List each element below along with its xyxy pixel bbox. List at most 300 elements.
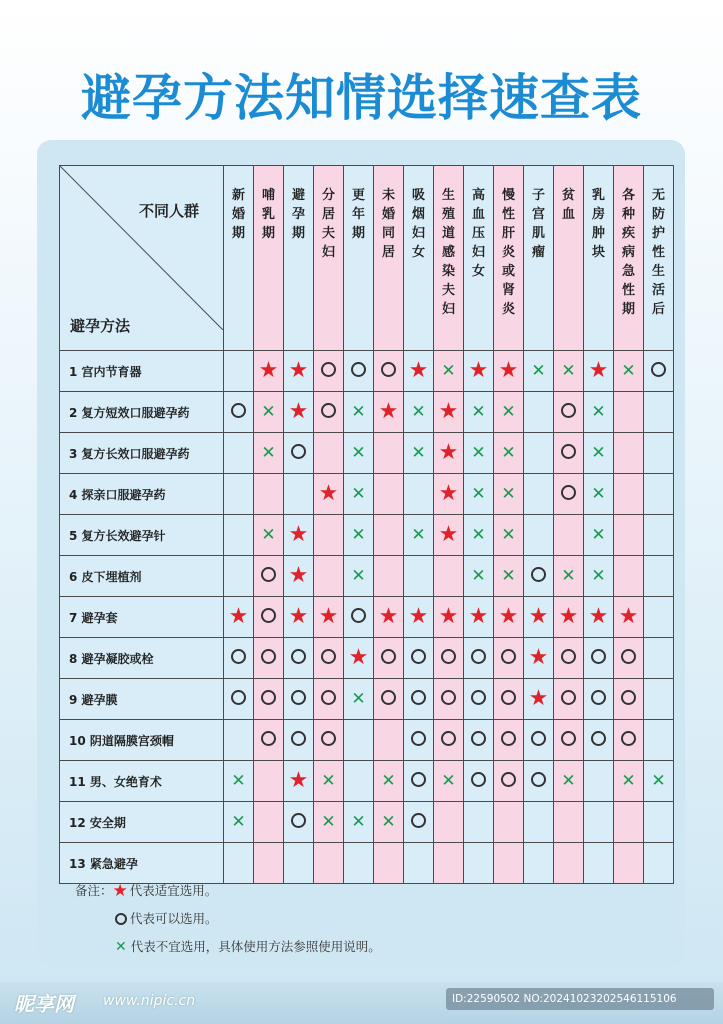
- table-cell: [524, 433, 554, 474]
- table-cell: [524, 761, 554, 802]
- table-cell: [524, 843, 554, 884]
- circle-icon: [441, 731, 456, 746]
- table-cell: [404, 556, 434, 597]
- cross-icon: ✕: [441, 361, 456, 381]
- table-cell: [374, 679, 404, 720]
- circle-icon: [291, 813, 306, 828]
- table-cell: [344, 638, 374, 679]
- method-name: 9 避孕膜: [60, 679, 224, 720]
- table-cell: [494, 515, 524, 556]
- table-cell: [464, 515, 494, 556]
- method-name: 1 宫内节育器: [60, 351, 224, 392]
- table-cell: [584, 843, 614, 884]
- table-cell: [344, 351, 374, 392]
- star-icon: ★: [318, 604, 339, 629]
- cross-icon: ✕: [561, 771, 576, 791]
- table-cell: [284, 597, 314, 638]
- table-cell: [524, 515, 554, 556]
- circle-icon: [261, 567, 276, 582]
- star-icon: ★: [588, 604, 609, 629]
- star-icon: ★: [288, 563, 309, 588]
- cross-icon: ✕: [501, 443, 516, 463]
- cross-icon: ✕: [231, 771, 246, 791]
- column-header: [494, 166, 524, 351]
- table-cell: [524, 638, 554, 679]
- star-icon: ★: [348, 645, 369, 670]
- table-cell: [284, 638, 314, 679]
- column-header-label: 更年期: [351, 188, 365, 241]
- table-cell: [434, 843, 464, 884]
- table-cell: [644, 433, 674, 474]
- table-cell: [404, 597, 434, 638]
- table-cell: [344, 433, 374, 474]
- column-header-label: 乳房肿块: [591, 188, 605, 260]
- circle-icon: [501, 731, 516, 746]
- star-icon: ★: [408, 604, 429, 629]
- table-cell: [584, 392, 614, 433]
- star-icon: ★: [588, 358, 609, 383]
- circle-icon: [291, 649, 306, 664]
- table-cell: [344, 556, 374, 597]
- column-header-label: 未婚同居: [381, 188, 395, 260]
- column-header-label: 避孕期: [291, 188, 305, 241]
- circle-icon: [621, 690, 636, 705]
- cross-icon: ✕: [471, 566, 486, 586]
- star-icon: ★: [438, 481, 459, 506]
- table-cell: [494, 761, 524, 802]
- table-cell: [374, 761, 404, 802]
- table-cell: [644, 474, 674, 515]
- table-cell: [254, 392, 284, 433]
- circle-icon: [231, 690, 246, 705]
- cross-icon: ✕: [441, 771, 456, 791]
- column-header-label: 新婚期: [231, 188, 245, 241]
- table-cell: [644, 392, 674, 433]
- cross-icon: ✕: [261, 443, 276, 463]
- table-cell: [314, 515, 344, 556]
- cross-icon: ✕: [501, 484, 516, 504]
- table-cell: [434, 474, 464, 515]
- table-cell: [254, 638, 284, 679]
- table-cell: [224, 720, 254, 761]
- table-cell: [494, 392, 524, 433]
- table-cell: [644, 679, 674, 720]
- cross-icon: ✕: [501, 402, 516, 422]
- cross-icon: ✕: [261, 525, 276, 545]
- star-icon: ★: [288, 399, 309, 424]
- circle-icon: [561, 731, 576, 746]
- cross-icon: ✕: [621, 361, 636, 381]
- table-cell: [224, 802, 254, 843]
- table-cell: [434, 638, 464, 679]
- star-icon: ★: [112, 881, 128, 901]
- cross-icon: ✕: [231, 812, 246, 832]
- table-cell: [404, 433, 434, 474]
- circle-icon: [561, 403, 576, 418]
- cross-icon: ✕: [381, 812, 396, 832]
- table-cell: [464, 392, 494, 433]
- table-cell: [554, 597, 584, 638]
- table-cell: [314, 351, 344, 392]
- table-cell: [404, 679, 434, 720]
- legend: [75, 877, 381, 961]
- table-cell: [224, 597, 254, 638]
- table-cell: [584, 515, 614, 556]
- circle-icon: [561, 649, 576, 664]
- table-row: [60, 433, 674, 474]
- table-cell: [614, 515, 644, 556]
- table-cell: [404, 474, 434, 515]
- table-cell: [404, 843, 434, 884]
- table-cell: [404, 392, 434, 433]
- legend-circle-text: 代表可以选用。: [130, 911, 218, 926]
- table-cell: [554, 802, 584, 843]
- table-cell: [254, 761, 284, 802]
- table-cell: [584, 638, 614, 679]
- table-cell: [494, 720, 524, 761]
- star-icon: ★: [498, 358, 519, 383]
- cross-icon: ✕: [591, 484, 606, 504]
- table-cell: [224, 515, 254, 556]
- method-name: 3 复方长效口服避孕药: [60, 433, 224, 474]
- page-title: 避孕方法知情选择速查表: [81, 69, 642, 127]
- table-cell: [494, 556, 524, 597]
- circle-icon: [261, 608, 276, 623]
- legend-star-text: 代表适宜选用。: [129, 883, 218, 898]
- table-cell: [254, 556, 284, 597]
- legend-cross-text: 代表不宜选用，具体使用方法参照使用说明。: [130, 939, 381, 954]
- table-row: [60, 761, 674, 802]
- diagonal-line: [60, 166, 223, 330]
- table-cell: [224, 638, 254, 679]
- column-header-label: 生殖道感染夫妇: [441, 188, 455, 317]
- column-header: [224, 166, 254, 351]
- table-cell: [374, 392, 404, 433]
- column-header-label: 哺乳期: [261, 188, 275, 241]
- circle-icon: [321, 403, 336, 418]
- table-cell: [434, 556, 464, 597]
- table-cell: [344, 515, 374, 556]
- table-cell: [644, 351, 674, 392]
- table-cell: [584, 802, 614, 843]
- table-cell: [644, 720, 674, 761]
- star-icon: ★: [228, 604, 249, 629]
- circle-icon: [441, 649, 456, 664]
- table-cell: [494, 351, 524, 392]
- star-icon: ★: [438, 399, 459, 424]
- circle-icon: [321, 362, 336, 377]
- table-cell: [434, 351, 464, 392]
- circle-icon: [501, 690, 516, 705]
- watermark-brand: 昵享网: [14, 992, 74, 1016]
- column-header: [554, 166, 584, 351]
- table-cell: [404, 761, 434, 802]
- table-cell: [464, 679, 494, 720]
- circle-icon: [351, 362, 366, 377]
- cross-icon: ✕: [531, 361, 546, 381]
- star-icon: ★: [378, 604, 399, 629]
- cross-icon: ✕: [591, 566, 606, 586]
- circle-icon: [231, 649, 246, 664]
- star-icon: ★: [288, 522, 309, 547]
- table-cell: [374, 351, 404, 392]
- table-cell: [554, 392, 584, 433]
- table-cell: [614, 556, 644, 597]
- circle-icon: [381, 690, 396, 705]
- table-cell: [374, 720, 404, 761]
- table-cell: [404, 515, 434, 556]
- method-name: 8 避孕凝胶或栓: [60, 638, 224, 679]
- column-header-label: 各种疾病急性期: [621, 188, 635, 317]
- table-cell: [284, 433, 314, 474]
- cross-icon: ✕: [321, 812, 336, 832]
- circle-icon: [591, 649, 606, 664]
- column-header-label: 无防护性生活后: [651, 188, 665, 317]
- table-cell: [254, 597, 284, 638]
- table-cell: [434, 515, 464, 556]
- table-cell: [314, 597, 344, 638]
- circle-icon: [621, 649, 636, 664]
- circle-icon: [381, 649, 396, 664]
- table-cell: [254, 474, 284, 515]
- star-icon: ★: [288, 604, 309, 629]
- star-icon: ★: [498, 604, 519, 629]
- method-name: 11 男、女绝育术: [60, 761, 224, 802]
- table-cell: [494, 638, 524, 679]
- star-icon: ★: [558, 604, 579, 629]
- table-cell: [254, 433, 284, 474]
- table-cell: [224, 474, 254, 515]
- table-cell: [584, 351, 614, 392]
- table-cell: [374, 556, 404, 597]
- table-cell: [314, 433, 344, 474]
- table-cell: [554, 843, 584, 884]
- circle-icon: [291, 444, 306, 459]
- column-header-label: 贫血: [561, 188, 575, 222]
- cross-icon: ✕: [591, 402, 606, 422]
- table-cell: [374, 515, 404, 556]
- star-icon: ★: [438, 522, 459, 547]
- cross-icon: ✕: [501, 525, 516, 545]
- table-cell: [314, 474, 344, 515]
- table-cell: [614, 351, 644, 392]
- star-icon: ★: [468, 358, 489, 383]
- table-row: [60, 679, 674, 720]
- table-cell: [584, 720, 614, 761]
- star-icon: ★: [408, 358, 429, 383]
- table-cell: [494, 843, 524, 884]
- circle-icon: [531, 772, 546, 787]
- table-cell: [554, 515, 584, 556]
- circle-icon: [411, 772, 426, 787]
- table-cell: [614, 392, 644, 433]
- table-cell: [344, 802, 374, 843]
- circle-icon: [621, 731, 636, 746]
- column-header: [314, 166, 344, 351]
- table-cell: [614, 761, 644, 802]
- circle-icon: [651, 362, 666, 377]
- method-name: 4 探亲口服避孕药: [60, 474, 224, 515]
- column-header: [614, 166, 644, 351]
- table-cell: [644, 843, 674, 884]
- table-row: [60, 597, 674, 638]
- table-cell: [614, 720, 644, 761]
- table-cell: [254, 351, 284, 392]
- table-cell: [254, 720, 284, 761]
- table-cell: [284, 720, 314, 761]
- table-cell: [554, 761, 584, 802]
- table-cell: [524, 597, 554, 638]
- table-row: [60, 392, 674, 433]
- table-cell: [464, 351, 494, 392]
- table-cell: [254, 802, 284, 843]
- column-header: [464, 166, 494, 351]
- table-cell: [314, 679, 344, 720]
- table-cell: [614, 802, 644, 843]
- circle-icon: [561, 485, 576, 500]
- cross-icon: ✕: [351, 566, 366, 586]
- table-cell: [374, 433, 404, 474]
- table-cell: [254, 679, 284, 720]
- table-cell: [524, 474, 554, 515]
- table-cell: [464, 720, 494, 761]
- table-cell: [614, 597, 644, 638]
- table-cell: [554, 638, 584, 679]
- circle-icon: [441, 690, 456, 705]
- table-cell: [284, 392, 314, 433]
- cross-icon: ✕: [501, 566, 516, 586]
- method-name: 13 紧急避孕: [60, 843, 224, 884]
- column-header: [524, 166, 554, 351]
- table-row: [60, 638, 674, 679]
- circle-icon: [351, 608, 366, 623]
- star-icon: ★: [528, 686, 549, 711]
- table-cell: [464, 761, 494, 802]
- table-row: [60, 515, 674, 556]
- table-cell: [464, 802, 494, 843]
- table-cell: [524, 556, 554, 597]
- star-icon: ★: [288, 768, 309, 793]
- table-row: [60, 720, 674, 761]
- circle-icon: [531, 567, 546, 582]
- table-cell: [464, 638, 494, 679]
- table-cell: [284, 802, 314, 843]
- method-name: 6 皮下埋植剂: [60, 556, 224, 597]
- table-cell: [224, 433, 254, 474]
- circle-icon: [411, 813, 426, 828]
- table-cell: [524, 351, 554, 392]
- star-icon: ★: [468, 604, 489, 629]
- circle-icon: [471, 649, 486, 664]
- table-cell: [434, 679, 464, 720]
- table-cell: [614, 474, 644, 515]
- star-icon: ★: [438, 440, 459, 465]
- table-cell: [224, 679, 254, 720]
- table-cell: [584, 597, 614, 638]
- circle-icon: [591, 731, 606, 746]
- watermark-url: www.nipic.cn: [103, 993, 196, 1009]
- circle-icon: [471, 772, 486, 787]
- table-cell: [494, 474, 524, 515]
- circle-icon: [411, 649, 426, 664]
- cross-icon: ✕: [471, 443, 486, 463]
- star-icon: ★: [288, 358, 309, 383]
- cross-icon: ✕: [381, 771, 396, 791]
- table-cell: [314, 802, 344, 843]
- column-header: [434, 166, 464, 351]
- table-cell: [404, 720, 434, 761]
- table-cell: [644, 515, 674, 556]
- cross-icon: ✕: [591, 443, 606, 463]
- circle-icon: [411, 731, 426, 746]
- table-cell: [404, 638, 434, 679]
- cross-icon: ✕: [351, 525, 366, 545]
- table-cell: [344, 597, 374, 638]
- table-cell: [374, 474, 404, 515]
- cross-icon: ✕: [351, 443, 366, 463]
- circle-icon: [261, 649, 276, 664]
- table-cell: [644, 597, 674, 638]
- table-cell: [524, 679, 554, 720]
- table-cell: [374, 597, 404, 638]
- circle-icon: [321, 649, 336, 664]
- table-cell: [434, 720, 464, 761]
- circle-icon: [531, 731, 546, 746]
- cross-icon: ✕: [115, 939, 127, 955]
- table-cell: [554, 720, 584, 761]
- table-cell: [224, 392, 254, 433]
- circle-icon: [501, 649, 516, 664]
- circle-icon: [261, 731, 276, 746]
- image-id-label: ID:22590502 NO:20241023202546115106: [446, 988, 714, 1010]
- contraception-table: [59, 165, 674, 884]
- circle-icon: [471, 690, 486, 705]
- column-header: [254, 166, 284, 351]
- circle-icon: [471, 731, 486, 746]
- cross-icon: ✕: [351, 812, 366, 832]
- star-icon: ★: [258, 358, 279, 383]
- table-cell: [284, 761, 314, 802]
- star-icon: ★: [618, 604, 639, 629]
- column-header: [584, 166, 614, 351]
- circle-icon: [561, 690, 576, 705]
- table-cell: [374, 638, 404, 679]
- star-icon: ★: [438, 604, 459, 629]
- circle-icon: [411, 690, 426, 705]
- corner-top-label: 不同人群: [138, 202, 199, 220]
- table-cell: [464, 843, 494, 884]
- table-cell: [494, 597, 524, 638]
- circle-icon: [321, 690, 336, 705]
- table-cell: [404, 802, 434, 843]
- star-icon: ★: [528, 645, 549, 670]
- circle-icon: [261, 690, 276, 705]
- table-cell: [314, 392, 344, 433]
- cross-icon: ✕: [411, 525, 426, 545]
- corner-header: [60, 166, 224, 351]
- table-cell: [584, 761, 614, 802]
- table-cell: [464, 474, 494, 515]
- circle-icon: [231, 403, 246, 418]
- cross-icon: ✕: [591, 525, 606, 545]
- star-icon: ★: [318, 481, 339, 506]
- cross-icon: ✕: [471, 484, 486, 504]
- table-row: [60, 802, 674, 843]
- cross-icon: ✕: [561, 566, 576, 586]
- table-cell: [314, 720, 344, 761]
- table-cell: [434, 761, 464, 802]
- cross-icon: ✕: [351, 689, 366, 709]
